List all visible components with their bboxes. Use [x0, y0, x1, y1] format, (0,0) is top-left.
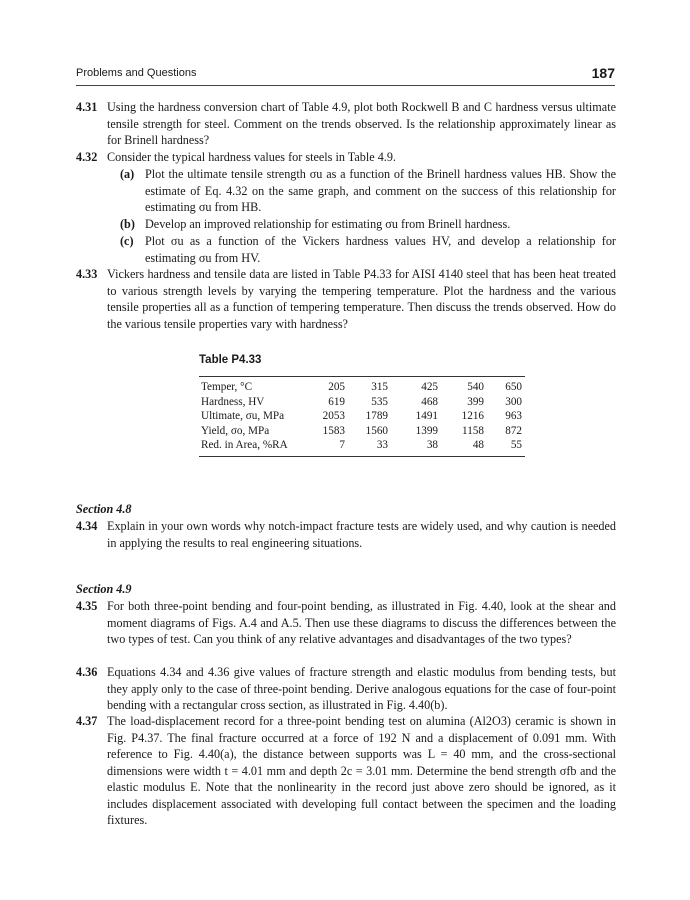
problem-text: Consider the typical hardness values for steels in Table 4.9.	[107, 150, 396, 164]
table-row	[199, 381, 525, 395]
problem-text: For both three-point bending and four-point bending, as illustrated in Fig. 4.40, look at the shear and moment diagrams of Figs. A.4 and A.5. Then use these diagrams to discuss the differences between the two types of test. Can you think of any relative advantages and disadvantages of the two types?	[107, 599, 616, 646]
page-number: 187	[591, 65, 615, 81]
problem-text: Equations 4.34 and 4.36 give values of fracture strength and elastic modulus from bending tests, but they apply only to the case of three-point bending. Derive analogous equations for the case of four-point bending with a rectangular cross section, as illustrated in Fig. 4.40(b).	[107, 665, 616, 712]
problem-4-31	[76, 99, 616, 149]
header-rule	[76, 85, 615, 86]
table-cell: 535	[371, 395, 388, 408]
table-cell: 872	[505, 424, 522, 437]
table-cell: 1560	[365, 424, 388, 437]
table-cell: 468	[421, 395, 438, 408]
table-cell: 1491	[415, 410, 438, 423]
problem-4-34	[76, 518, 616, 551]
problem-number: 4.37	[76, 714, 98, 728]
table-cell: 1399	[415, 424, 438, 437]
problem-number: 4.34	[76, 519, 98, 533]
table-row-label: Ultimate, σu, MPa	[201, 410, 285, 423]
table-cell: 1789	[365, 410, 388, 423]
problem-4-33	[76, 266, 616, 332]
problem-text: Explain in your own words why notch-impact fracture tests are widely used, and why caution is needed in applying the results to real engineering situations.	[107, 519, 616, 550]
table-row	[199, 425, 525, 439]
table-cell: 48	[472, 439, 484, 452]
problem-number: 4.32	[76, 150, 98, 164]
part-text: Plot the ultimate tensile strength σu as a function of the Brinell hardness values HB. Show the estimate of Eq. 4.32 on the same graph, and comment on the success of this relationship for estimating σu from HB.	[145, 167, 616, 214]
problem-text: Vickers hardness and tensile data are listed in Table P4.33 for AISI 4140 steel that has been heat treated to various strength levels by varying the tempering temperature. Plot the hardness and the various tensile properties all as a function of tempering temperature. Then discuss the trends observed. How do the various tensile properties vary with hardness?	[107, 267, 616, 331]
table-cell: 205	[328, 381, 345, 393]
problem-text: The load-displacement record for a three-point bending test on alumina (Al2O3) ceramic is shown in Fig. P4.37. The final fracture occurred at a force of 192 N and a displacement of 0.091 mm. With reference to Fig. 4.40(a), the distance between supports was L = 40 mm, and the cross-sectional dimensions were width t = 4.01 mm and depth 2c = 3.01 mm. Determine the bend strength σfb and the elastic modulus E. Note that the nonlinearity in the record just above zero should be ignored, as it includes displacement associated with developing full contact between the specimen and the loading fixtures.	[107, 714, 616, 827]
problem-4-32-part-b	[107, 216, 616, 233]
table-cell: 1216	[461, 410, 484, 423]
table-row-label: Hardness, HV	[201, 395, 265, 408]
table-cell: 425	[421, 381, 438, 393]
table-cell: 650	[505, 381, 522, 393]
table-cell: 619	[328, 395, 345, 408]
table-cell: 1158	[462, 424, 484, 437]
part-text: Develop an improved relationship for estimating σu from Brinell hardness.	[145, 217, 511, 231]
problem-4-32-part-a	[107, 166, 616, 216]
table-cell: 7	[339, 439, 345, 452]
part-text: Plot σu as a function of the Vickers hardness values HV, and develop a relationship for estimating σu from HV.	[145, 234, 616, 265]
problem-number: 4.35	[76, 599, 98, 613]
table-row	[199, 439, 525, 453]
running-header-title: Problems and Questions	[76, 67, 197, 79]
table-cell: 55	[510, 439, 522, 452]
table-title: Table P4.33	[199, 354, 262, 366]
table-row-label: Yield, σo, MPa	[201, 424, 270, 437]
table-cell: 399	[467, 395, 484, 408]
problem-4-37	[76, 713, 616, 829]
table-top-rule	[199, 376, 525, 377]
problem-number: 4.36	[76, 665, 98, 679]
part-label: (c)	[120, 234, 134, 248]
table-cell: 1583	[322, 424, 345, 437]
table-row-label: Temper, °C	[201, 381, 253, 393]
problem-number: 4.33	[76, 267, 98, 281]
table-cell: 2053	[322, 410, 345, 423]
table-cell: 38	[426, 439, 438, 452]
part-label: (b)	[120, 217, 135, 231]
table-cell: 33	[376, 439, 388, 452]
problem-text: Using the hardness conversion chart of Table 4.9, plot both Rockwell B and C hardness versus ultimate tensile strength for steel. Comment on the trends observed. Is the relationship approximately linear as for Brinell hardness?	[107, 100, 616, 147]
table-bottom-rule	[199, 456, 525, 457]
table-cell: 540	[467, 381, 484, 393]
problem-4-32-part-c	[107, 233, 616, 266]
table-cell: 963	[505, 410, 522, 423]
part-label: (a)	[120, 167, 135, 181]
problem-number: 4.31	[76, 100, 98, 114]
table-row	[199, 396, 525, 410]
problem-4-36	[76, 664, 616, 714]
table-cell: 315	[371, 381, 388, 393]
table-cell: 300	[505, 395, 522, 408]
table-row-label: Red. in Area, %RA	[201, 439, 288, 452]
section-4-9-heading: Section 4.9	[76, 582, 132, 596]
problem-4-32	[76, 149, 616, 166]
table-row	[199, 410, 525, 424]
section-4-8-heading: Section 4.8	[76, 502, 132, 516]
problem-4-35	[76, 598, 616, 648]
